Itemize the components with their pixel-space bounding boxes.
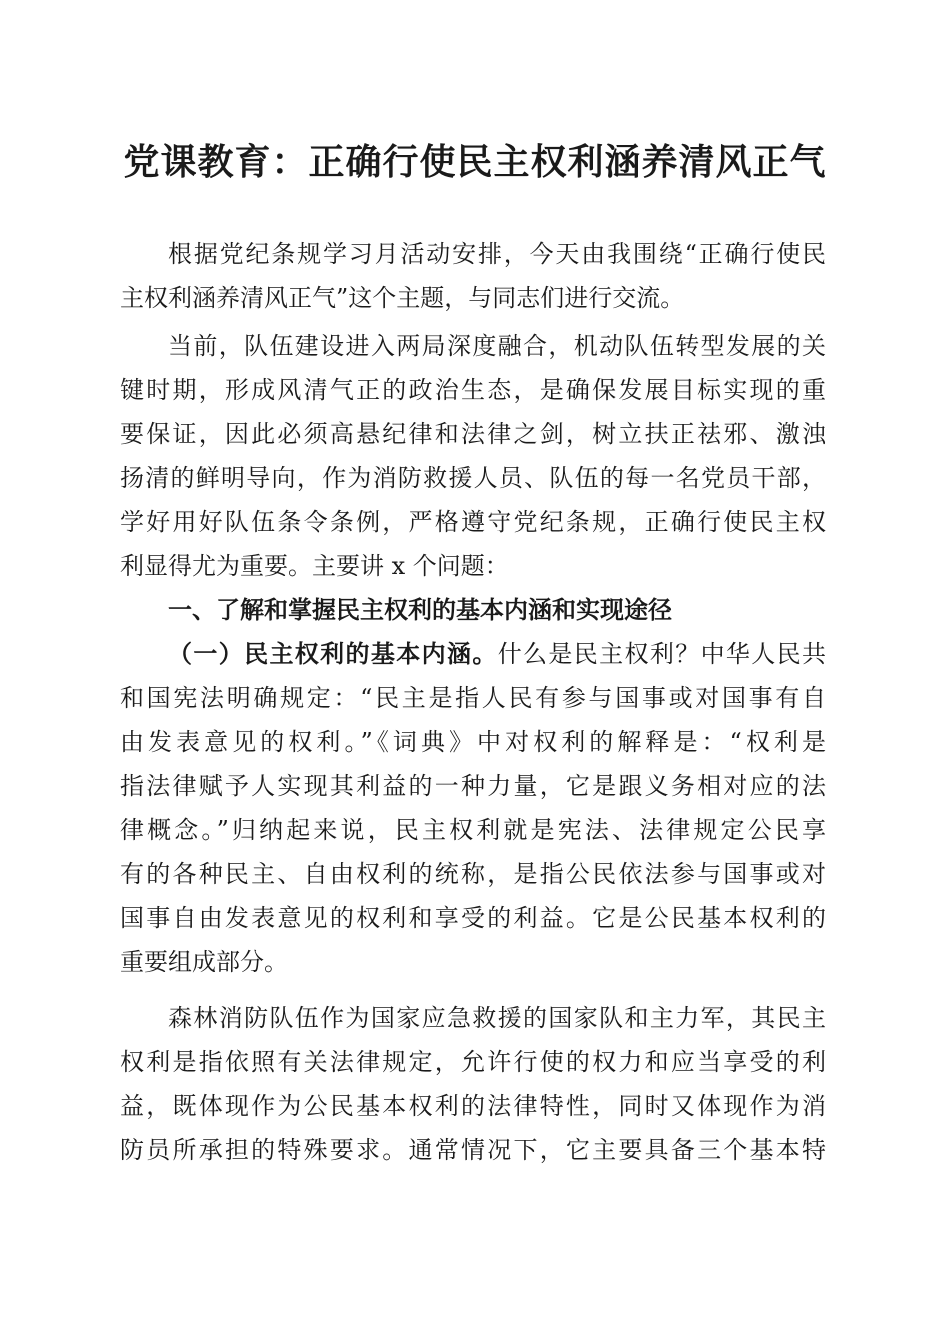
- document-body: [120, 232, 826, 1172]
- paragraph-line: 主权利涵养清风正气”这个主题，与同志们进行交流。: [120, 284, 685, 312]
- section-heading: 一、了解和掌握民主权利的基本内涵和实现途径: [168, 595, 672, 624]
- paragraph-line: 指法律赋予人实现其利益的一种力量，它是跟义务相对应的法: [120, 772, 826, 800]
- paragraph-line: 和国宪法明确规定：“民主是指人民有参与国事或对国事有自: [120, 684, 826, 712]
- paragraph-line: 权利是指依照有关法律规定，允许行使的权力和应当享受的利: [120, 1048, 826, 1076]
- paragraph-line: 国事自由发表意见的权利和享受的利益。它是公民基本权利的: [120, 904, 826, 932]
- paragraph-line: 森林消防队伍作为国家应急救援的国家队和主力军，其民主: [168, 1004, 826, 1032]
- paragraph-line: 由发表意见的权利。”《词典》中对权利的解释是：“权利是: [120, 728, 826, 756]
- paragraph-line: 扬清的鲜明导向，作为消防救援人员、队伍的每一名党员干部，: [120, 464, 826, 492]
- paragraph-line: [120, 632, 826, 676]
- paragraph-line-text: 什么是民主权利？中华人民共: [497, 640, 827, 668]
- paragraph-context: [120, 324, 826, 588]
- paragraph-line: 有的各种民主、自由权利的统称，是指公民依法参与国事或对: [120, 860, 826, 888]
- paragraph-line: 益，既体现作为公民基本权利的法律特性，同时又体现作为消: [120, 1092, 826, 1120]
- paragraph-subsection-1: [120, 632, 826, 984]
- paragraph-line: 律概念。”归纳起来说，民主权利就是宪法、法律规定公民享: [120, 816, 826, 844]
- paragraph-line: 键时期，形成风清气正的政治生态，是确保发展目标实现的重: [120, 376, 826, 404]
- section-heading-1: [120, 588, 826, 632]
- paragraph-line: 防员所承担的特殊要求。通常情况下，它主要具备三个基本特: [120, 1136, 826, 1164]
- subsection-lead: （一）民主权利的基本内涵。: [168, 639, 498, 668]
- document-title: 党课教育：正确行使民主权利涵养清风正气: [123, 141, 827, 183]
- paragraph-line: 当前，队伍建设进入两局深度融合，机动队伍转型发展的关: [168, 332, 826, 360]
- paragraph-line: 根据党纪条规学习月活动安排，今天由我围绕“正确行使民: [168, 240, 826, 268]
- paragraph-forest-fire: [120, 996, 826, 1172]
- paragraph-line: 重要组成部分。: [120, 948, 288, 976]
- paragraph-line: 学好用好队伍条令条例，严格遵守党纪条规，正确行使民主权: [120, 508, 826, 536]
- paragraph-line: 利显得尤为重要。主要讲 x 个问题：: [120, 552, 509, 580]
- paragraph-intro: [120, 232, 826, 320]
- paragraph-line: 要保证，因此必须高悬纪律和法律之剑，树立扶正祛邪、激浊: [120, 420, 826, 448]
